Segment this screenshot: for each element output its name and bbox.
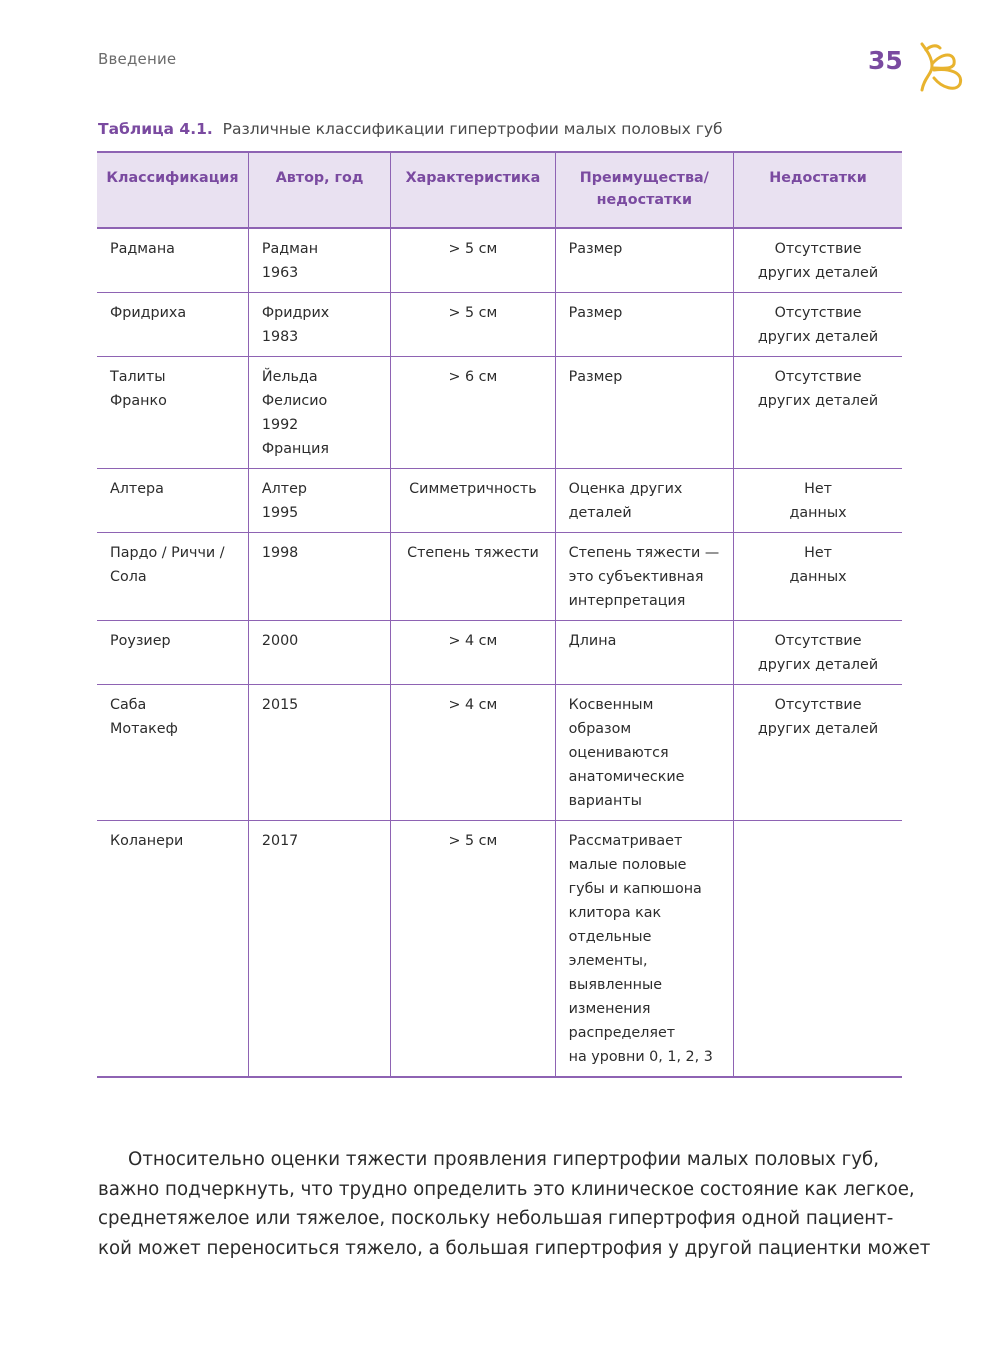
cell-line: образом — [568, 721, 632, 737]
cell-line: 2017 — [261, 833, 299, 849]
table-row — [97, 469, 902, 533]
cell-author-year — [248, 357, 390, 469]
cell-line: Роузиер — [110, 633, 171, 649]
cell-line: Рассматривает — [568, 833, 683, 849]
column-header-characteristic — [391, 152, 555, 228]
cell-line: других деталей — [757, 657, 879, 673]
cell-characteristic — [391, 685, 555, 821]
cell-line: Фридриха — [110, 305, 187, 321]
cell-line: Размер — [568, 369, 623, 385]
body-paragraph — [98, 1145, 931, 1263]
cell-line: Пардо / Риччи / — [110, 545, 225, 561]
table-caption — [98, 120, 723, 138]
cell-disadvantages — [734, 293, 902, 357]
cell-line: 1998 — [261, 545, 299, 561]
cell-advantages-disadvantages — [555, 293, 733, 357]
cell-line: Косвенным — [568, 697, 654, 713]
cell-line: Талиты — [110, 369, 166, 385]
table-row — [97, 621, 902, 685]
cell-line: других деталей — [757, 721, 879, 737]
column-header-disadvantages — [734, 152, 902, 228]
cell-advantages-disadvantages — [555, 621, 733, 685]
cell-line: Нет — [804, 481, 832, 497]
cell-classification — [97, 533, 248, 621]
table-row — [97, 821, 902, 1078]
cell-line: данных — [789, 569, 847, 585]
cell-line: > 4 см — [448, 697, 498, 713]
cell-line: отдельные — [568, 929, 652, 945]
cell-line: элементы, — [568, 953, 648, 969]
cell-line: клитора как — [568, 905, 662, 921]
cell-disadvantages — [734, 621, 902, 685]
cell-characteristic — [391, 621, 555, 685]
column-header-line: Преимущества/ — [579, 170, 709, 186]
cell-disadvantages — [734, 533, 902, 621]
cell-characteristic — [391, 469, 555, 533]
cell-line: 2015 — [261, 697, 299, 713]
table-header-row — [97, 152, 902, 228]
cell-line: данных — [789, 505, 847, 521]
cell-line: > 6 см — [448, 369, 498, 385]
cell-author-year — [248, 293, 390, 357]
cell-line: Отсутствие — [774, 305, 862, 321]
cell-line: анатомические — [568, 769, 685, 785]
cell-line: Отсутствие — [774, 697, 862, 713]
cell-line: 1983 — [261, 329, 299, 345]
cell-classification — [97, 357, 248, 469]
cell-classification — [97, 821, 248, 1078]
cell-line: Мотакеф — [110, 721, 178, 737]
cell-line: Симметричность — [409, 481, 537, 497]
cell-classification — [97, 228, 248, 293]
cell-line: изменения — [568, 1001, 651, 1017]
column-header-classification — [97, 152, 248, 228]
cell-line: 1992 — [261, 417, 299, 433]
cell-advantages-disadvantages — [555, 357, 733, 469]
cell-line: Нет — [804, 545, 832, 561]
table-row — [97, 293, 902, 357]
table-row — [97, 533, 902, 621]
page-number: 35 — [868, 46, 903, 75]
cell-line: Размер — [568, 305, 623, 321]
cell-line: варианты — [568, 793, 642, 809]
cell-line: Саба — [110, 697, 147, 713]
cell-disadvantages — [734, 469, 902, 533]
cell-characteristic — [391, 293, 555, 357]
paragraph-line: важно подчеркнуть, что трудно определить это клиническое состояние как легкое, — [98, 1178, 915, 1200]
cell-classification — [97, 469, 248, 533]
cell-line: на уровни 0, 1, 2, 3 — [568, 1049, 713, 1065]
cell-advantages-disadvantages — [555, 685, 733, 821]
cell-characteristic — [391, 357, 555, 469]
cell-line: малые половые — [568, 857, 687, 873]
classification-table — [97, 151, 902, 1078]
cell-line: губы и капюшона — [568, 881, 702, 897]
cell-disadvantages — [734, 228, 902, 293]
column-header-line: Классификация — [106, 170, 239, 186]
cell-line: Размер — [568, 241, 623, 257]
cell-line: > 5 см — [448, 241, 498, 257]
paragraph-line: кой может переноситься тяжело, а большая гипертрофия у другой пациентки может — [98, 1237, 931, 1259]
cell-classification — [97, 685, 248, 821]
cell-line: Франко — [110, 393, 167, 409]
cell-line: Коланери — [110, 833, 184, 849]
cell-line: Фридрих — [261, 305, 330, 321]
cell-line: 1963 — [261, 265, 299, 281]
cell-author-year — [248, 533, 390, 621]
butterfly-logo-icon — [916, 38, 970, 96]
cell-characteristic — [391, 821, 555, 1078]
cell-line: Сола — [110, 569, 147, 585]
cell-classification — [97, 293, 248, 357]
cell-line: Отсутствие — [774, 633, 862, 649]
cell-advantages-disadvantages — [555, 821, 733, 1078]
cell-line: Степень тяжести — [407, 545, 539, 561]
cell-author-year — [248, 469, 390, 533]
cell-line: 2000 — [261, 633, 299, 649]
paragraph-line: среднетяжелое или тяжелое, поскольку небольшая гипертрофия одной пациент- — [98, 1208, 894, 1229]
column-header-advantages-disadvantages — [555, 152, 733, 228]
column-header-author-year — [248, 152, 390, 228]
cell-line: Отсутствие — [774, 369, 862, 385]
cell-line: Радмана — [110, 241, 175, 257]
cell-line: других деталей — [757, 265, 879, 281]
running-head: Введение — [98, 50, 177, 68]
cell-disadvantages — [734, 821, 902, 1078]
cell-characteristic — [391, 228, 555, 293]
cell-line: > 5 см — [448, 305, 498, 321]
cell-line: 1995 — [261, 505, 299, 521]
cell-line: других деталей — [757, 393, 879, 409]
table-caption-text: Различные классификации гипертрофии малых половых губ — [222, 120, 723, 138]
cell-advantages-disadvantages — [555, 228, 733, 293]
cell-line: Длина — [568, 633, 617, 649]
cell-line: Оценка других — [568, 481, 683, 497]
column-header-line: Недостатки — [769, 170, 867, 186]
cell-line: распределяет — [568, 1025, 676, 1041]
cell-classification — [97, 621, 248, 685]
table-caption-label: Таблица 4.1. — [98, 120, 213, 138]
cell-advantages-disadvantages — [555, 533, 733, 621]
cell-author-year — [248, 685, 390, 821]
cell-line: Отсутствие — [774, 241, 862, 257]
column-header-line: Характеристика — [405, 170, 541, 186]
cell-line: Алтер — [261, 481, 307, 497]
cell-line: > 4 см — [448, 633, 498, 649]
cell-line: деталей — [568, 505, 632, 521]
cell-line: выявленные — [568, 977, 663, 993]
cell-disadvantages — [734, 685, 902, 821]
table-row — [97, 685, 902, 821]
cell-disadvantages — [734, 357, 902, 469]
table-row — [97, 228, 902, 293]
cell-line: Степень тяжести — — [568, 545, 720, 561]
cell-characteristic — [391, 533, 555, 621]
cell-author-year — [248, 621, 390, 685]
column-header-line: недостатки — [596, 192, 693, 208]
cell-line: оцениваются — [568, 745, 669, 761]
table-row — [97, 357, 902, 469]
column-header-line: Автор, год — [275, 170, 364, 186]
cell-author-year — [248, 228, 390, 293]
paragraph-line: Относительно оценки тяжести проявления гипертрофии малых половых губ, — [128, 1149, 879, 1170]
cell-line: Франция — [261, 441, 329, 457]
cell-line: других деталей — [757, 329, 879, 345]
cell-line: Йельда — [261, 369, 318, 385]
table-body — [97, 228, 902, 1077]
cell-line: > 5 см — [448, 833, 498, 849]
cell-advantages-disadvantages — [555, 469, 733, 533]
cell-line: Фелисио — [261, 393, 328, 409]
cell-line: интерпретация — [568, 593, 686, 609]
cell-author-year — [248, 821, 390, 1078]
cell-line: Радман — [261, 241, 319, 257]
cell-line: это субъективная — [568, 569, 704, 585]
cell-line: Алтера — [110, 481, 164, 497]
